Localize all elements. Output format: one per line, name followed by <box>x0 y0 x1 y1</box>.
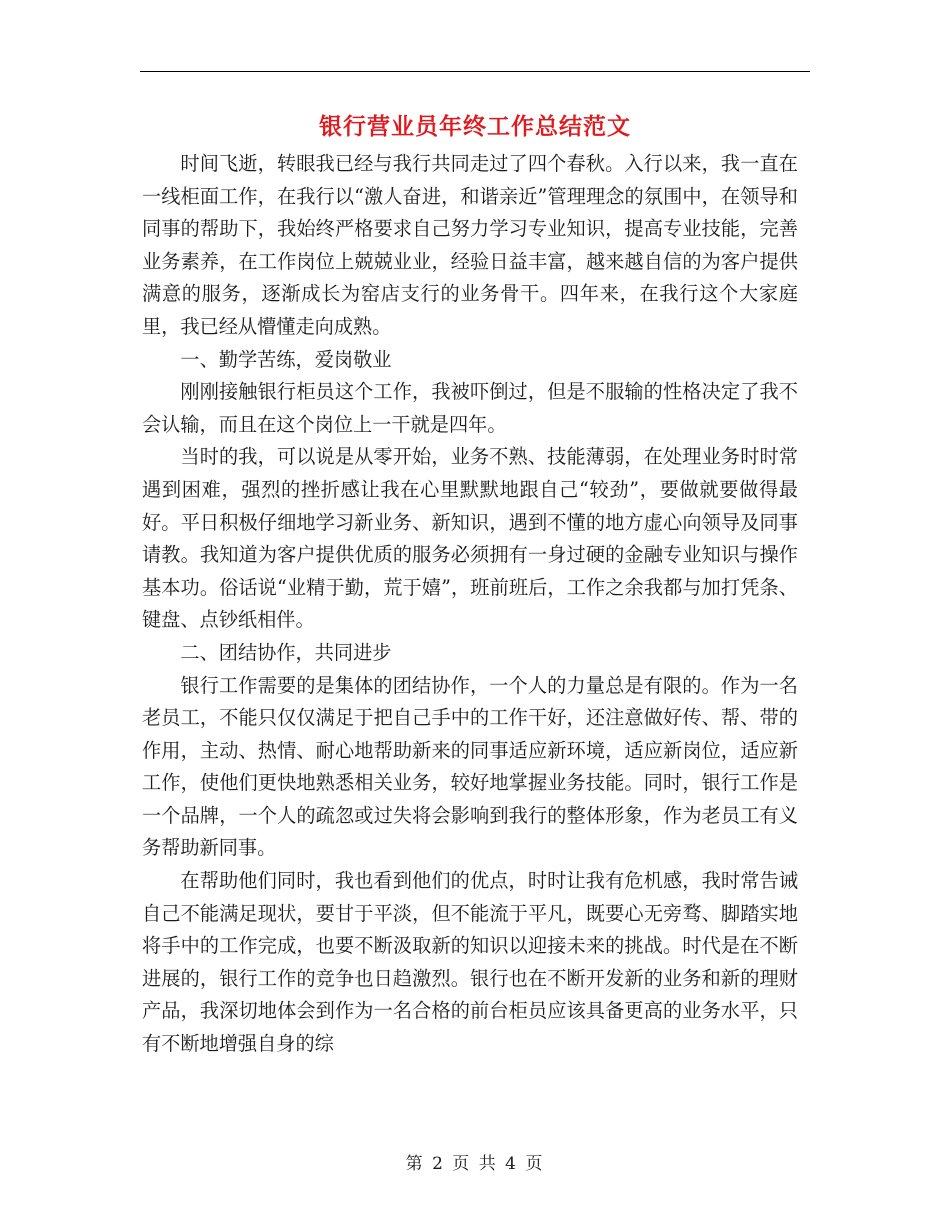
section-heading-1: 一、勤学苦练，爱岗敬业 <box>180 347 392 371</box>
page-number-footer: 第 2 页 共 4 页 <box>405 1154 545 1174</box>
paragraph: 当时的我，可以说是从零开始，业务不熟、技能薄弱，在处理业务时时常遇到困难，强烈的挫折感让我在心里默默地跟自己“较劲”，要做就要做得最好。平日积极仔细地学习新业务、新知识，遇到不懂的地方虚心向领导及同事请教。我知道为客户提供优质的服务必须拥有一身过硬的金融专业知识与操作基本功。俗话说“业精于勤，荒于嬉”，班前班后，工作之余我都与加打凭条、键盘、点钞纸相伴。 <box>142 445 798 632</box>
document-title: 银行营业员年终工作总结范文 <box>319 113 631 140</box>
document-body <box>142 148 798 1061</box>
paragraph: 在帮助他们同时，我也看到他们的优点，时时让我有危机感，我时常告诫自己不能满足现状，要甘于平淡，但不能流于平凡，既要心无旁骛、脚踏实地将手中的工作完成，也要不断汲取新的知识以迎接未来的挑战。时代是在不断进展的，银行工作的竞争也日趋激烈。银行也在不断开发新的业务和新的理财产品，我深切地体会到作为一名合格的前台柜员应该具备更高的业务水平，只有不断地增强自身的综 <box>142 869 798 1056</box>
header-rule <box>140 71 810 72</box>
paragraph: 银行工作需要的是集体的团结协作，一个人的力量总是有限的。作为一名老员工，不能只仅仅满足于把自己手中的工作干好，还注意做好传、帮、带的作用，主动、热情、耐心地帮助新来的同事适应新环境，适应新岗位，适应新工作，使他们更快地熟悉相关业务，较好地掌握业务技能。同时，银行工作是一个品牌，一个人的疏忽或过失将会影响到我行的整体形象，作为老员工有义务帮助新同事。 <box>142 673 798 860</box>
paragraph-intro: 时间飞逝，转眼我已经与我行共同走过了四个春秋。入行以来，我一直在一线柜面工作，在我行以“激人奋进，和谐亲近”管理理念的氛围中，在领导和同事的帮助下，我始终严格要求自己努力学习专业知识，提高专业技能，完善业务素养，在工作岗位上兢兢业业，经验日益丰富，越来越自信的为客户提供满意的服务，逐渐成长为窑店支行的业务骨干。四年来，在我行这个大家庭里，我已经从懵懂走向成熟。 <box>142 152 798 338</box>
section-heading-2: 二、团结协作，共同进步 <box>180 640 392 664</box>
paragraph: 刚刚接触银行柜员这个工作，我被吓倒过，但是不服输的性格决定了我不会认输，而且在这个岗位上一干就是四年。 <box>142 380 798 436</box>
